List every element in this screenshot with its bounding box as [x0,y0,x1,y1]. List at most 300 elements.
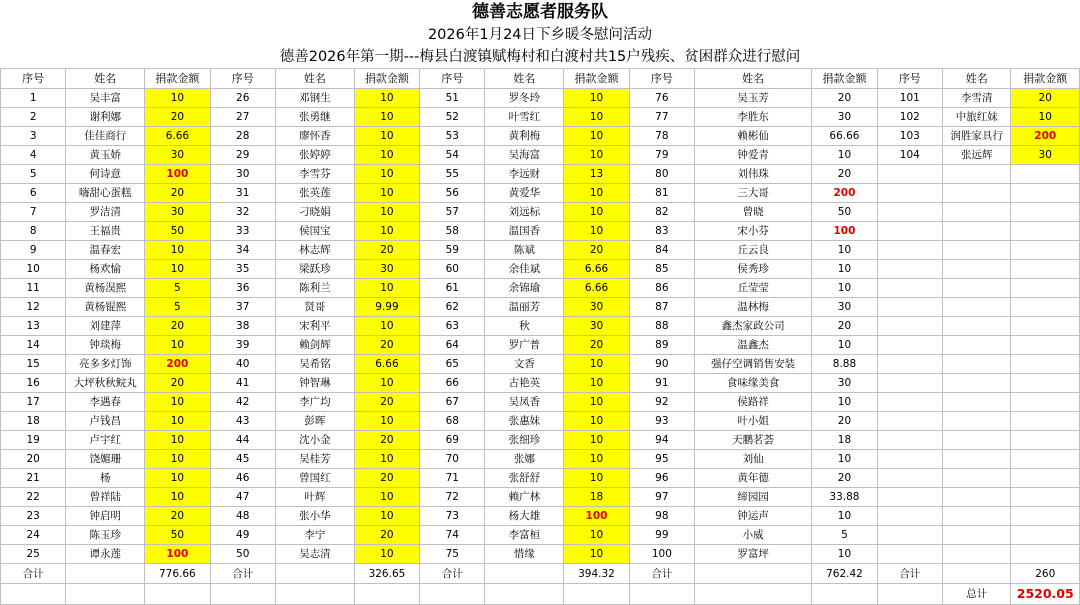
donor-amount[interactable]: 6.66 [564,260,629,279]
donor-seq[interactable]: 97 [629,488,694,507]
donor-name[interactable]: 温丽芳 [485,298,564,317]
donor-name[interactable]: 刘建萍 [66,317,145,336]
donor-name[interactable]: 钟爱青 [695,146,812,165]
donor-name[interactable]: 黄杨淏熙 [66,279,145,298]
donor-name[interactable]: 温春宏 [66,241,145,260]
donor-seq[interactable]: 62 [420,298,485,317]
donor-amount[interactable]: 10 [564,431,629,450]
empty-cell[interactable] [943,317,1011,336]
donor-amount[interactable]: 10 [812,279,877,298]
donor-amount[interactable]: 200 [145,355,210,374]
empty-cell[interactable] [1011,393,1080,412]
donor-name[interactable]: 陈利兰 [275,279,354,298]
donor-seq[interactable]: 39 [210,336,275,355]
empty-cell[interactable] [943,260,1011,279]
donor-name[interactable]: 天鹏茗荟 [695,431,812,450]
empty-cell[interactable] [943,222,1011,241]
donor-amount[interactable]: 50 [145,526,210,545]
donor-seq[interactable]: 93 [629,412,694,431]
donor-seq[interactable]: 81 [629,184,694,203]
donor-seq[interactable]: 29 [210,146,275,165]
donor-amount[interactable]: 6.66 [145,127,210,146]
donor-seq[interactable]: 6 [1,184,66,203]
empty-cell[interactable] [943,374,1011,393]
donor-seq[interactable]: 5 [1,165,66,184]
donor-seq[interactable]: 61 [420,279,485,298]
donor-seq[interactable]: 59 [420,241,485,260]
donor-amount[interactable]: 10 [354,203,419,222]
donor-amount[interactable]: 10 [564,127,629,146]
donor-amount[interactable]: 30 [564,317,629,336]
donor-amount[interactable]: 10 [145,488,210,507]
donor-name[interactable]: 李广均 [275,393,354,412]
empty-cell[interactable] [943,241,1011,260]
donor-amount[interactable]: 10 [564,184,629,203]
donor-amount[interactable]: 20 [145,108,210,127]
donor-seq[interactable]: 90 [629,355,694,374]
donor-amount[interactable]: 10 [354,184,419,203]
donor-seq[interactable]: 63 [420,317,485,336]
donor-name[interactable]: 亮多多灯饰 [66,355,145,374]
empty-cell[interactable] [877,488,942,507]
empty-cell[interactable] [877,469,942,488]
donor-amount[interactable]: 100 [564,507,629,526]
donor-seq[interactable]: 7 [1,203,66,222]
donor-amount[interactable]: 20 [812,317,877,336]
empty-cell[interactable] [943,203,1011,222]
donor-amount[interactable]: 5 [812,526,877,545]
donor-amount[interactable]: 10 [145,336,210,355]
donor-name[interactable]: 余佳斌 [485,260,564,279]
donor-seq[interactable]: 18 [1,412,66,431]
donor-seq[interactable]: 99 [629,526,694,545]
donor-name[interactable]: 沈小金 [275,431,354,450]
donor-name[interactable]: 钟智琳 [275,374,354,393]
empty-cell[interactable] [1011,203,1080,222]
donor-seq[interactable]: 27 [210,108,275,127]
empty-cell[interactable] [877,241,942,260]
empty-cell[interactable] [877,336,942,355]
donor-amount[interactable]: 20 [564,241,629,260]
empty-cell[interactable] [1011,526,1080,545]
donor-name[interactable]: 温国香 [485,222,564,241]
donor-name[interactable]: 贤哥 [275,298,354,317]
donor-amount[interactable]: 10 [145,241,210,260]
donor-amount[interactable]: 100 [812,222,877,241]
donor-name[interactable]: 温鑫杰 [695,336,812,355]
donor-amount[interactable]: 200 [1011,127,1080,146]
donor-amount[interactable]: 6.66 [564,279,629,298]
donor-seq[interactable]: 4 [1,146,66,165]
donor-amount[interactable]: 200 [812,184,877,203]
donor-name[interactable]: 佳佳商行 [66,127,145,146]
donor-amount[interactable]: 10 [354,545,419,564]
donor-name[interactable]: 张勇继 [275,108,354,127]
donor-name[interactable]: 张舒舒 [485,469,564,488]
empty-cell[interactable] [943,488,1011,507]
donor-amount[interactable]: 10 [812,146,877,165]
donor-seq[interactable]: 67 [420,393,485,412]
donor-name[interactable]: 杨 [66,469,145,488]
empty-cell[interactable] [943,165,1011,184]
donor-amount[interactable]: 20 [145,317,210,336]
donor-name[interactable]: 罗广普 [485,336,564,355]
donor-name[interactable]: 吴玉芳 [695,89,812,108]
donor-seq[interactable]: 49 [210,526,275,545]
donor-name[interactable]: 刘仙 [695,450,812,469]
empty-cell[interactable] [1011,336,1080,355]
empty-cell[interactable] [877,450,942,469]
empty-cell[interactable] [943,412,1011,431]
donor-name[interactable]: 秋 [485,317,564,336]
donor-amount[interactable]: 20 [354,241,419,260]
donor-seq[interactable]: 68 [420,412,485,431]
donor-name[interactable]: 李富桓 [485,526,564,545]
donor-seq[interactable]: 41 [210,374,275,393]
donor-amount[interactable]: 10 [564,203,629,222]
donor-seq[interactable]: 102 [877,108,942,127]
donor-seq[interactable]: 92 [629,393,694,412]
donor-amount[interactable]: 20 [812,89,877,108]
empty-cell[interactable] [877,184,942,203]
donor-seq[interactable]: 57 [420,203,485,222]
donor-seq[interactable]: 88 [629,317,694,336]
donor-name[interactable]: 张远辉 [943,146,1011,165]
empty-cell[interactable] [1011,450,1080,469]
donor-name[interactable]: 张惠妹 [485,412,564,431]
donor-amount[interactable]: 10 [564,108,629,127]
donor-amount[interactable]: 10 [812,241,877,260]
donor-amount[interactable]: 20 [564,336,629,355]
donor-name[interactable]: 邓钢生 [275,89,354,108]
donor-amount[interactable]: 10 [145,393,210,412]
donor-amount[interactable]: 20 [354,393,419,412]
donor-name[interactable]: 彭晖 [275,412,354,431]
donor-name[interactable]: 大坪秋秋鲩丸 [66,374,145,393]
donor-amount[interactable]: 100 [145,545,210,564]
donor-amount[interactable]: 10 [354,279,419,298]
donor-name[interactable]: 侯路祥 [695,393,812,412]
donor-name[interactable]: 叶小姐 [695,412,812,431]
donor-name[interactable]: 侯国宝 [275,222,354,241]
donor-seq[interactable]: 13 [1,317,66,336]
empty-cell[interactable] [943,545,1011,564]
donor-name[interactable]: 谢利娜 [66,108,145,127]
empty-cell[interactable] [943,279,1011,298]
donor-seq[interactable]: 24 [1,526,66,545]
donor-seq[interactable]: 22 [1,488,66,507]
donor-amount[interactable]: 20 [354,431,419,450]
empty-cell[interactable] [877,431,942,450]
donor-name[interactable]: 曾祥陆 [66,488,145,507]
empty-cell[interactable] [943,336,1011,355]
donor-seq[interactable]: 32 [210,203,275,222]
donor-name[interactable]: 吴丰富 [66,89,145,108]
donor-seq[interactable]: 54 [420,146,485,165]
donor-name[interactable]: 润胜家具行 [943,127,1011,146]
empty-cell[interactable] [1011,241,1080,260]
donor-name[interactable]: 钟启明 [66,507,145,526]
donor-amount[interactable]: 20 [1011,89,1080,108]
donor-amount[interactable]: 18 [564,488,629,507]
donor-amount[interactable]: 10 [812,260,877,279]
donor-amount[interactable]: 30 [812,108,877,127]
donor-seq[interactable]: 50 [210,545,275,564]
donor-name[interactable]: 张小华 [275,507,354,526]
donor-name[interactable]: 侯秀珍 [695,260,812,279]
donor-seq[interactable]: 71 [420,469,485,488]
donor-seq[interactable]: 45 [210,450,275,469]
empty-cell[interactable] [1011,431,1080,450]
empty-cell[interactable] [943,393,1011,412]
donor-amount[interactable]: 10 [564,393,629,412]
donor-seq[interactable]: 89 [629,336,694,355]
donor-amount[interactable]: 10 [354,222,419,241]
donor-seq[interactable]: 91 [629,374,694,393]
donor-amount[interactable]: 33.88 [812,488,877,507]
donor-name[interactable]: 罗冬玲 [485,89,564,108]
donor-name[interactable]: 曾晓 [695,203,812,222]
donor-seq[interactable]: 19 [1,431,66,450]
donor-amount[interactable]: 5 [145,279,210,298]
empty-cell[interactable] [943,184,1011,203]
empty-cell[interactable] [1011,222,1080,241]
donor-seq[interactable]: 83 [629,222,694,241]
donor-seq[interactable]: 2 [1,108,66,127]
donor-name[interactable]: 谭永莲 [66,545,145,564]
donor-seq[interactable]: 17 [1,393,66,412]
donor-name[interactable]: 杨大雄 [485,507,564,526]
donor-amount[interactable]: 10 [812,450,877,469]
donor-amount[interactable]: 30 [145,146,210,165]
donor-seq[interactable]: 80 [629,165,694,184]
donor-seq[interactable]: 85 [629,260,694,279]
donor-seq[interactable]: 65 [420,355,485,374]
donor-name[interactable]: 黄爱华 [485,184,564,203]
donor-amount[interactable]: 100 [145,165,210,184]
donor-amount[interactable]: 20 [812,165,877,184]
donor-name[interactable]: 古艳英 [485,374,564,393]
donor-seq[interactable]: 103 [877,127,942,146]
donor-name[interactable]: 张英莲 [275,184,354,203]
donor-name[interactable]: 黄玉娇 [66,146,145,165]
donor-seq[interactable]: 36 [210,279,275,298]
empty-cell[interactable] [1011,412,1080,431]
donor-name[interactable]: 刁晓娟 [275,203,354,222]
donor-name[interactable]: 刘远标 [485,203,564,222]
donor-amount[interactable]: 10 [145,431,210,450]
empty-cell[interactable] [943,298,1011,317]
donor-name[interactable]: 钟运声 [695,507,812,526]
donor-name[interactable]: 叶雪红 [485,108,564,127]
donor-seq[interactable]: 56 [420,184,485,203]
donor-amount[interactable]: 20 [812,469,877,488]
empty-cell[interactable] [1011,545,1080,564]
donor-seq[interactable]: 101 [877,89,942,108]
donor-name[interactable]: 曾国红 [275,469,354,488]
donor-amount[interactable]: 10 [354,146,419,165]
donor-name[interactable]: 中旅红妹 [943,108,1011,127]
donor-amount[interactable]: 8.88 [812,355,877,374]
empty-cell[interactable] [877,317,942,336]
donor-seq[interactable]: 75 [420,545,485,564]
donor-name[interactable]: 罗富坪 [695,545,812,564]
empty-cell[interactable] [1011,355,1080,374]
donor-amount[interactable]: 50 [812,203,877,222]
donor-seq[interactable]: 79 [629,146,694,165]
donor-name[interactable]: 宋小芬 [695,222,812,241]
empty-cell[interactable] [943,355,1011,374]
donor-seq[interactable]: 60 [420,260,485,279]
donor-amount[interactable]: 10 [145,89,210,108]
donor-seq[interactable]: 1 [1,89,66,108]
donor-amount[interactable]: 10 [812,507,877,526]
donor-seq[interactable]: 16 [1,374,66,393]
donor-name[interactable]: 嗨甜心蛋糕 [66,184,145,203]
donor-amount[interactable]: 20 [354,336,419,355]
donor-seq[interactable]: 52 [420,108,485,127]
donor-name[interactable]: 刘伟珠 [695,165,812,184]
donor-amount[interactable]: 20 [145,374,210,393]
donor-amount[interactable]: 30 [1011,146,1080,165]
empty-cell[interactable] [943,450,1011,469]
donor-seq[interactable]: 82 [629,203,694,222]
donor-amount[interactable]: 10 [145,412,210,431]
donor-seq[interactable]: 84 [629,241,694,260]
donor-amount[interactable]: 30 [145,203,210,222]
donor-amount[interactable]: 6.66 [354,355,419,374]
donor-name[interactable]: 钟琰梅 [66,336,145,355]
donor-name[interactable]: 李雪清 [943,89,1011,108]
donor-seq[interactable]: 37 [210,298,275,317]
donor-amount[interactable]: 10 [1011,108,1080,127]
empty-cell[interactable] [877,203,942,222]
empty-cell[interactable] [1011,279,1080,298]
donor-seq[interactable]: 78 [629,127,694,146]
empty-cell[interactable] [1011,469,1080,488]
donor-seq[interactable]: 8 [1,222,66,241]
donor-name[interactable]: 李遇春 [66,393,145,412]
donor-amount[interactable]: 10 [354,450,419,469]
donor-amount[interactable]: 10 [354,165,419,184]
donor-amount[interactable]: 10 [564,469,629,488]
donor-seq[interactable]: 11 [1,279,66,298]
donor-amount[interactable]: 50 [145,222,210,241]
donor-seq[interactable]: 70 [420,450,485,469]
donor-seq[interactable]: 53 [420,127,485,146]
donor-name[interactable]: 陈斌 [485,241,564,260]
empty-cell[interactable] [877,260,942,279]
donor-name[interactable]: 梁跃珍 [275,260,354,279]
donor-seq[interactable]: 69 [420,431,485,450]
donor-seq[interactable]: 58 [420,222,485,241]
donor-name[interactable]: 李宁 [275,526,354,545]
empty-cell[interactable] [1011,184,1080,203]
empty-cell[interactable] [877,222,942,241]
donor-name[interactable]: 罗洁清 [66,203,145,222]
donor-name[interactable]: 吴凤香 [485,393,564,412]
donor-seq[interactable]: 23 [1,507,66,526]
donor-amount[interactable]: 20 [812,412,877,431]
donor-seq[interactable]: 96 [629,469,694,488]
donor-seq[interactable]: 28 [210,127,275,146]
donor-seq[interactable]: 35 [210,260,275,279]
donor-name[interactable]: 食味缘美食 [695,374,812,393]
donor-amount[interactable]: 10 [354,488,419,507]
donor-name[interactable]: 三大哥 [695,184,812,203]
donor-amount[interactable]: 20 [145,184,210,203]
donor-amount[interactable]: 10 [354,108,419,127]
empty-cell[interactable] [877,545,942,564]
donor-seq[interactable]: 47 [210,488,275,507]
donor-name[interactable]: 吴桂芳 [275,450,354,469]
donor-amount[interactable]: 20 [145,507,210,526]
donor-name[interactable]: 卢钱昌 [66,412,145,431]
donor-amount[interactable]: 66.66 [812,127,877,146]
donor-name[interactable]: 缔园园 [695,488,812,507]
donor-seq[interactable]: 30 [210,165,275,184]
donor-amount[interactable]: 10 [564,412,629,431]
donor-amount[interactable]: 30 [812,298,877,317]
donor-amount[interactable]: 5 [145,298,210,317]
donor-seq[interactable]: 86 [629,279,694,298]
donor-seq[interactable]: 72 [420,488,485,507]
donor-amount[interactable]: 30 [564,298,629,317]
donor-name[interactable]: 小威 [695,526,812,545]
donor-amount[interactable]: 10 [145,450,210,469]
donor-name[interactable]: 林志辉 [275,241,354,260]
donor-amount[interactable]: 10 [564,374,629,393]
donor-seq[interactable]: 94 [629,431,694,450]
empty-cell[interactable] [877,355,942,374]
donor-seq[interactable]: 26 [210,89,275,108]
donor-amount[interactable]: 20 [354,526,419,545]
donor-name[interactable]: 宋利平 [275,317,354,336]
donor-name[interactable]: 廖怀香 [275,127,354,146]
donor-seq[interactable]: 25 [1,545,66,564]
donor-seq[interactable]: 42 [210,393,275,412]
empty-cell[interactable] [943,431,1011,450]
donor-name[interactable]: 卢宇红 [66,431,145,450]
donor-name[interactable]: 李雪芬 [275,165,354,184]
donor-amount[interactable]: 10 [564,89,629,108]
donor-name[interactable]: 李胜东 [695,108,812,127]
donor-name[interactable]: 黄杨锟熙 [66,298,145,317]
donor-amount[interactable]: 9.99 [354,298,419,317]
donor-name[interactable]: 张婷婷 [275,146,354,165]
donor-name[interactable]: 张娜 [485,450,564,469]
donor-amount[interactable]: 10 [812,545,877,564]
donor-name[interactable]: 吴海富 [485,146,564,165]
donor-name[interactable]: 李远财 [485,165,564,184]
donor-amount[interactable]: 10 [564,222,629,241]
donor-name[interactable]: 温林梅 [695,298,812,317]
empty-cell[interactable] [877,393,942,412]
donor-amount[interactable]: 10 [145,469,210,488]
donor-name[interactable]: 赖广林 [485,488,564,507]
donor-name[interactable]: 叶辉 [275,488,354,507]
donor-seq[interactable]: 95 [629,450,694,469]
donor-seq[interactable]: 55 [420,165,485,184]
donor-amount[interactable]: 10 [564,355,629,374]
donor-amount[interactable]: 10 [564,526,629,545]
donor-seq[interactable]: 64 [420,336,485,355]
empty-cell[interactable] [943,469,1011,488]
donor-amount[interactable]: 10 [145,260,210,279]
donor-name[interactable]: 黄利梅 [485,127,564,146]
donor-name[interactable]: 惜缘 [485,545,564,564]
donor-name[interactable]: 何诗意 [66,165,145,184]
